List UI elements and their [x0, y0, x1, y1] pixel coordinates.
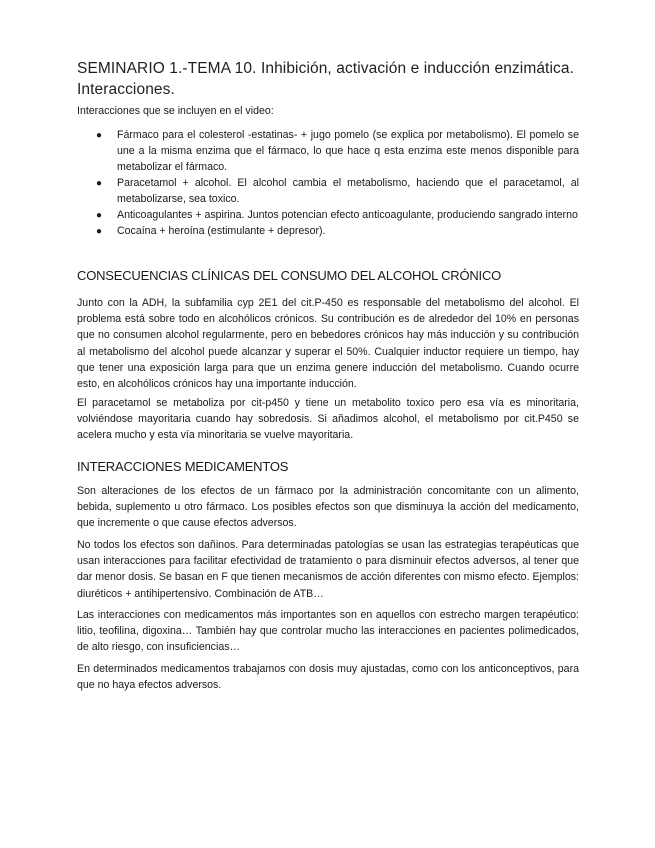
list-item-text: Paracetamol + alcohol. El alcohol cambia el metabolismo, haciendo que el paracetamol, al metabolizarse, sea toxico.: [117, 176, 579, 205]
list-item: [77, 176, 579, 208]
list-item-text: Cocaína + heroína (estimulante + depresor).: [117, 224, 326, 237]
paragraph: El paracetamol se metaboliza por cit-p450 y tiene un metabolito toxico pero esa vía es minoritaria, volviéndose mayoritaria cuando hay sobredosis. Si añadimos alcohol, el metabolismo por cit.P450 se acelera mucho y esta vía minoritaria se vuelve mayoritaria.: [77, 397, 579, 442]
list-item: [77, 128, 579, 175]
paragraph: Son alteraciones de los efectos de un fármaco por la administración concomitante con un alimento, bebida, suplemento u otro fármaco. Los posibles efectos son que disminuya la acción del medicamento, que incremente o que cause efectos adversos.: [77, 485, 579, 530]
bullet-icon: ●: [96, 130, 103, 141]
paragraph: No todos los efectos son dañinos. Para determinadas patologías se usan las estrategias terapéuticas que usan interacciones para facilitar efectividad de tratamiento o para disminuir efectos adversos, al tener que dar menor dosis. Se basan en F que tienen mecanismos de acción diferentes con mismo efecto. Ejemplos: diuréticos + antihipertensivo. Combinación de ATB…: [77, 539, 579, 600]
bullet-icon: ●: [96, 177, 103, 189]
section-heading-alcohol: CONSECUENCIAS CLÍNICAS DEL CONSUMO DEL ALCOHOL CRÓNICO: [77, 268, 502, 283]
page-title: SEMINARIO 1.-TEMA 10. Inhibición, activación e inducción enzimática. Interacciones.: [77, 60, 574, 98]
section-heading-interacciones: INTERACCIONES MEDICAMENTOS: [77, 459, 289, 474]
paragraph: Junto con la ADH, la subfamilia cyp 2E1 del cit.P-450 es responsable del metabolismo del alcohol. El problema está sobre todo en alcohólicos crónicos. Su contribución es de alrededor del 10% en personas que no consumen alcohol regularmente, pero en bebedores crónicos hay más inducción y su contribución al metabolismo del alcohol puede alcanzar y superar el 50%. Cualquier inductor requiere un tiempo, hay que tener una exposición larga para que un enzima genere inducción del metabolismo. Cuando ocurre esto, en alcohólicos crónicos hay una importante inducción.: [77, 297, 579, 391]
intro-text: Interacciones que se incluyen en el video:: [77, 105, 274, 117]
bullet-icon: ●: [96, 225, 103, 237]
paragraph: En determinados medicamentos trabajamos con dosis muy ajustadas, como con los anticonceptivos, para que no haya efectos adversos.: [77, 663, 579, 692]
paragraph: Las interacciones con medicamentos más importantes son en aquellos con estrecho margen terapéutico: litio, teofilina, digoxina… También hay que controlar mucho las interacciones en pacientes polimedicados, de alto riesgo, con insuficiencias…: [77, 609, 579, 654]
list-item-text: Fármaco para el colesterol -estatinas- + jugo pomelo (se explica por metabolismo). El pomelo se une a la misma enzima que el fármaco, lo que hace q esta enzima este menos disponible para metabolizar el fármaco.: [117, 129, 579, 173]
list-item: [77, 224, 579, 240]
bullet-icon: ●: [96, 209, 103, 221]
bullet-list: [77, 128, 579, 240]
list-item-text: Anticoagulantes + aspirina. Juntos potencian efecto anticoagulante, produciendo sangrado interno: [117, 208, 578, 221]
list-item: [77, 208, 579, 224]
